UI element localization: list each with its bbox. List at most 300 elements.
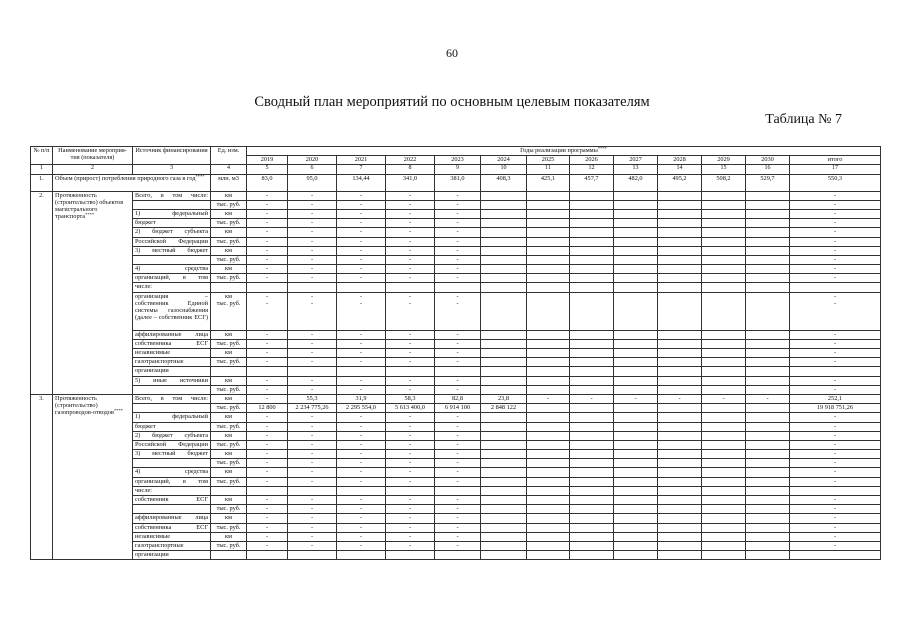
value-cell <box>337 367 386 376</box>
row-3-line <box>31 496 881 505</box>
value-cell <box>435 283 481 292</box>
row-3-line <box>31 523 881 532</box>
value-cell <box>702 283 746 292</box>
value-cell <box>570 532 614 541</box>
value-cell <box>614 404 658 413</box>
value-cell: - <box>247 330 288 339</box>
value-cell: - <box>288 237 337 246</box>
total-cell: - <box>790 255 881 264</box>
value-cell <box>570 431 614 440</box>
total-cell: - <box>790 200 881 209</box>
value-cell: - <box>247 376 288 385</box>
value-cell: - <box>288 265 337 274</box>
value-cell: - <box>337 422 386 431</box>
value-cell: - <box>435 237 481 246</box>
unit-cell: км <box>211 532 247 541</box>
value-cell: - <box>337 246 386 255</box>
value-cell: - <box>337 274 386 283</box>
value-cell <box>614 283 658 292</box>
value-cell <box>746 209 790 218</box>
value-cell <box>481 541 527 550</box>
unit-cell: км <box>211 376 247 385</box>
column-index: 17 <box>790 165 881 174</box>
value-cell <box>658 349 702 358</box>
year-header: итого <box>790 156 881 165</box>
column-index: 1 <box>31 165 53 174</box>
value-cell <box>614 468 658 477</box>
value-cell <box>790 367 881 376</box>
value-cell <box>658 358 702 367</box>
unit-cell: тыс. руб. <box>211 404 247 413</box>
value-cell <box>386 283 435 292</box>
value-cell: 495,2 <box>658 174 702 191</box>
value-cell: - <box>288 339 337 348</box>
dash: - <box>359 299 363 307</box>
value-cell: - <box>247 477 288 486</box>
value-cell <box>247 283 288 292</box>
value-cell <box>746 541 790 550</box>
value-cell <box>570 404 614 413</box>
row-2-line <box>31 255 881 264</box>
total-cell: - <box>790 330 881 339</box>
row-3-line <box>31 394 881 403</box>
unit-cell: тыс. руб. <box>211 523 247 532</box>
column-index: 2 <box>53 165 133 174</box>
value-cell: - <box>288 541 337 550</box>
value-cell: - <box>386 514 435 523</box>
value-cell <box>527 349 570 358</box>
value-cell <box>527 191 570 200</box>
dash: - <box>456 292 459 300</box>
value-cell: - <box>386 376 435 385</box>
value-cell <box>570 330 614 339</box>
dash: - <box>310 292 314 300</box>
value-cell <box>527 523 570 532</box>
source-cell: 2) бюджет субъекта <box>133 431 211 440</box>
value-cell <box>614 541 658 550</box>
value-cell: - <box>337 431 386 440</box>
value-cell <box>702 551 746 560</box>
value-cell <box>746 228 790 237</box>
row-3-line <box>31 413 881 422</box>
total-cell: - <box>790 514 881 523</box>
value-cell: - <box>288 228 337 237</box>
value-cell: - <box>247 541 288 550</box>
value-cell: 95,0 <box>288 174 337 191</box>
row-3-line <box>31 541 881 550</box>
value-cell <box>527 274 570 283</box>
value-cell <box>702 209 746 218</box>
value-cell: - <box>386 496 435 505</box>
source-cell: 4) средства <box>133 265 211 274</box>
year-header: 2026 <box>570 156 614 165</box>
value-cell: - <box>337 349 386 358</box>
value-cell: 23,8 <box>481 394 527 403</box>
value-cell <box>658 468 702 477</box>
value-cell <box>614 339 658 348</box>
value-cell <box>527 477 570 486</box>
value-cell <box>481 265 527 274</box>
value-cell <box>570 200 614 209</box>
value-cell: - <box>337 255 386 264</box>
row-num: 3. <box>31 394 53 559</box>
table-label: Таблица № 7 <box>765 112 842 127</box>
value-cell <box>481 486 527 495</box>
source-cell: организации <box>133 367 211 376</box>
year-header: 2021 <box>337 156 386 165</box>
value-cell <box>527 246 570 255</box>
value-cell: - <box>288 505 337 514</box>
row-name-text: Объем (прирост) потребления природного газа в год <box>55 174 196 182</box>
value-cell: - <box>386 228 435 237</box>
source-cell: собственника ЕСГ <box>133 523 211 532</box>
value-cell: - <box>435 468 481 477</box>
column-index: 9 <box>435 165 481 174</box>
header-row <box>31 147 881 156</box>
row-2-line <box>31 358 881 367</box>
value-cell: - <box>288 523 337 532</box>
header-years-group <box>247 147 881 156</box>
value-cell: - <box>386 468 435 477</box>
value-cell <box>570 219 614 228</box>
unit-cell: км <box>211 330 247 339</box>
value-cell: 408,3 <box>481 174 527 191</box>
value-cell <box>570 265 614 274</box>
header-name: Наименование мероприя-тия (показателя) <box>53 147 133 165</box>
value-cell <box>746 339 790 348</box>
unit-cell: км <box>211 228 247 237</box>
total-cell: - <box>790 468 881 477</box>
value-cell <box>702 237 746 246</box>
plan-table <box>30 146 881 560</box>
value-cell <box>481 413 527 422</box>
total-cell: - <box>790 541 881 550</box>
value-cell <box>658 422 702 431</box>
value-cell: - <box>288 274 337 283</box>
row-name <box>53 174 211 191</box>
value-cell <box>386 292 435 330</box>
value-cell <box>702 459 746 468</box>
total-cell: - <box>790 349 881 358</box>
value-cell: - <box>288 349 337 358</box>
value-cell: - <box>435 358 481 367</box>
value-cell: 2 234 775,26 <box>288 404 337 413</box>
value-cell <box>570 486 614 495</box>
row-3-line <box>31 440 881 449</box>
source-cell <box>133 459 211 468</box>
column-index: 12 <box>570 165 614 174</box>
value-cell <box>658 219 702 228</box>
value-cell: - <box>337 440 386 449</box>
value-cell <box>658 431 702 440</box>
value-cell <box>658 541 702 550</box>
value-cell: - <box>288 330 337 339</box>
value-cell: - <box>386 200 435 209</box>
value-cell <box>481 532 527 541</box>
value-cell: - <box>435 209 481 218</box>
value-cell <box>481 459 527 468</box>
value-cell: - <box>386 450 435 459</box>
value-cell: 83,0 <box>247 174 288 191</box>
value-cell <box>527 339 570 348</box>
value-cell <box>570 339 614 348</box>
value-cell <box>481 496 527 505</box>
value-cell <box>746 413 790 422</box>
value-cell <box>570 255 614 264</box>
value-cell <box>658 385 702 394</box>
value-cell: - <box>386 477 435 486</box>
value-cell <box>790 283 881 292</box>
value-cell: - <box>247 450 288 459</box>
value-cell <box>527 505 570 514</box>
unit-cell: тыс. руб. <box>211 385 247 394</box>
dash: - <box>359 292 363 300</box>
value-cell: - <box>386 237 435 246</box>
value-cell <box>527 459 570 468</box>
value-cell <box>386 367 435 376</box>
value-cell: - <box>435 246 481 255</box>
year-header: 2030 <box>746 156 790 165</box>
value-cell <box>614 431 658 440</box>
row-name-mark: **** <box>195 174 205 179</box>
value-cell <box>658 292 702 330</box>
row-name-mark: **** <box>114 408 124 414</box>
value-cell: - <box>247 358 288 367</box>
value-cell: - <box>247 514 288 523</box>
value-cell <box>702 255 746 264</box>
value-cell <box>702 376 746 385</box>
unit-cell: км <box>211 431 247 440</box>
row-3-line <box>31 404 881 413</box>
value-cell <box>746 191 790 200</box>
unit-cell: км <box>211 209 247 218</box>
total-cell: - <box>790 246 881 255</box>
value-cell <box>386 551 435 560</box>
value-cell <box>746 486 790 495</box>
value-cell: - <box>288 376 337 385</box>
value-cell <box>481 523 527 532</box>
value-cell: - <box>337 228 386 237</box>
row-3-line <box>31 477 881 486</box>
value-cell <box>746 292 790 330</box>
value-cell: - <box>288 200 337 209</box>
value-cell <box>570 459 614 468</box>
value-cell: - <box>247 191 288 200</box>
value-cell <box>481 514 527 523</box>
value-cell <box>746 505 790 514</box>
source-cell: Всего, в том числе: <box>133 394 211 403</box>
unit-cell <box>211 486 247 495</box>
source-cell: числе: <box>133 486 211 495</box>
value-cell <box>702 349 746 358</box>
value-cell <box>658 413 702 422</box>
value-cell <box>658 440 702 449</box>
value-cell <box>702 292 746 330</box>
value-cell: - <box>386 246 435 255</box>
value-cell <box>702 339 746 348</box>
unit-cell: км <box>211 468 247 477</box>
value-cell <box>570 541 614 550</box>
row-num: 1. <box>31 174 53 191</box>
value-cell <box>746 450 790 459</box>
value-cell <box>614 246 658 255</box>
value-cell: - <box>337 459 386 468</box>
value-cell <box>746 440 790 449</box>
value-cell: - <box>435 431 481 440</box>
page-title: Сводный план мероприятий по основным целевым показателям <box>254 94 650 110</box>
value-cell <box>527 255 570 264</box>
value-cell <box>702 330 746 339</box>
unit-cell: тыс. руб. <box>211 459 247 468</box>
value-cell: - <box>435 219 481 228</box>
value-cell: - <box>337 330 386 339</box>
value-cell <box>702 219 746 228</box>
value-cell: - <box>386 265 435 274</box>
unit-cell <box>211 367 247 376</box>
value-cell <box>570 450 614 459</box>
value-cell: 2 295 554,0 <box>337 404 386 413</box>
row-name <box>53 191 133 394</box>
value-cell <box>527 283 570 292</box>
value-cell <box>614 440 658 449</box>
source-cell: независимые <box>133 532 211 541</box>
dash: - <box>456 299 459 307</box>
unit-cell: тыс. руб. <box>211 200 247 209</box>
value-cell: 457,7 <box>570 174 614 191</box>
row-3-line <box>31 450 881 459</box>
value-cell: - <box>386 349 435 358</box>
page-number: 60 <box>446 46 458 60</box>
value-cell <box>702 450 746 459</box>
total-cell: - <box>790 237 881 246</box>
value-cell: - <box>435 274 481 283</box>
row-2-line <box>31 367 881 376</box>
value-cell <box>614 514 658 523</box>
value-cell <box>746 358 790 367</box>
value-cell <box>702 431 746 440</box>
value-cell: - <box>337 219 386 228</box>
value-cell <box>746 274 790 283</box>
value-cell: - <box>435 459 481 468</box>
value-cell <box>570 385 614 394</box>
total-cell: - <box>790 505 881 514</box>
value-cell: - <box>386 209 435 218</box>
total-cell: - <box>790 440 881 449</box>
value-cell <box>658 505 702 514</box>
value-cell: - <box>337 413 386 422</box>
value-cell: - <box>386 255 435 264</box>
value-cell <box>481 274 527 283</box>
value-cell <box>570 551 614 560</box>
value-cell: - <box>288 459 337 468</box>
source-cell: организации <box>133 551 211 560</box>
source-cell: организация – собственник Единой системы газоснабжения (далее – собственник ЕСГ) <box>133 292 211 330</box>
value-cell: - <box>247 532 288 541</box>
value-cell <box>570 367 614 376</box>
value-cell <box>658 265 702 274</box>
row-num: 2. <box>31 191 53 394</box>
value-cell: - <box>337 477 386 486</box>
value-cell <box>614 450 658 459</box>
value-cell: - <box>288 440 337 449</box>
value-cell: - <box>435 532 481 541</box>
value-cell: - <box>247 200 288 209</box>
value-cell: - <box>337 514 386 523</box>
value-cell <box>746 367 790 376</box>
value-cell: - <box>288 514 337 523</box>
value-cell: - <box>435 191 481 200</box>
value-cell <box>702 191 746 200</box>
value-cell <box>702 274 746 283</box>
value-cell: - <box>288 358 337 367</box>
value-cell: - <box>435 477 481 486</box>
value-cell: 482,0 <box>614 174 658 191</box>
source-cell: Российской Федерации <box>133 440 211 449</box>
value-cell <box>614 292 658 330</box>
row-3-line <box>31 514 881 523</box>
total-cell: - <box>790 191 881 200</box>
table-body <box>31 147 881 560</box>
value-cell <box>570 523 614 532</box>
value-cell <box>658 246 702 255</box>
unit-cell: км <box>211 496 247 505</box>
column-index: 14 <box>658 165 702 174</box>
dash: - <box>833 292 837 300</box>
value-cell <box>570 228 614 237</box>
row-2-line <box>31 385 881 394</box>
value-cell <box>527 265 570 274</box>
value-cell <box>570 237 614 246</box>
unit-cell: тыс. руб. <box>211 219 247 228</box>
value-cell <box>658 191 702 200</box>
source-cell: собственника ЕСГ <box>133 339 211 348</box>
row-1 <box>31 174 881 191</box>
value-cell <box>527 532 570 541</box>
value-cell <box>481 246 527 255</box>
source-cell: Российской Федерации <box>133 237 211 246</box>
value-cell: - <box>435 523 481 532</box>
value-cell <box>746 283 790 292</box>
year-header: 2024 <box>481 156 527 165</box>
row-2-line <box>31 219 881 228</box>
source-cell: числе: <box>133 283 211 292</box>
source-cell: 5) иные источники <box>133 376 211 385</box>
dash: - <box>833 299 837 307</box>
value-cell: 19 918 751,26 <box>790 404 881 413</box>
value-cell <box>658 477 702 486</box>
value-cell: - <box>247 440 288 449</box>
row-2-line <box>31 228 881 237</box>
value-cell: - <box>247 209 288 218</box>
value-cell: - <box>337 505 386 514</box>
value-cell: - <box>435 200 481 209</box>
value-cell <box>746 514 790 523</box>
value-cell: 252,1 <box>790 394 881 403</box>
value-cell <box>570 191 614 200</box>
value-cell <box>435 367 481 376</box>
value-cell: 12 800 <box>247 404 288 413</box>
unit-cell: км <box>211 514 247 523</box>
year-header: 2027 <box>614 156 658 165</box>
value-cell: - <box>288 191 337 200</box>
source-cell: Всего, в том числе: <box>133 191 211 200</box>
value-cell <box>527 209 570 218</box>
value-cell <box>527 200 570 209</box>
value-cell <box>527 228 570 237</box>
total-cell: - <box>790 265 881 274</box>
value-cell: - <box>247 422 288 431</box>
value-cell: - <box>247 237 288 246</box>
